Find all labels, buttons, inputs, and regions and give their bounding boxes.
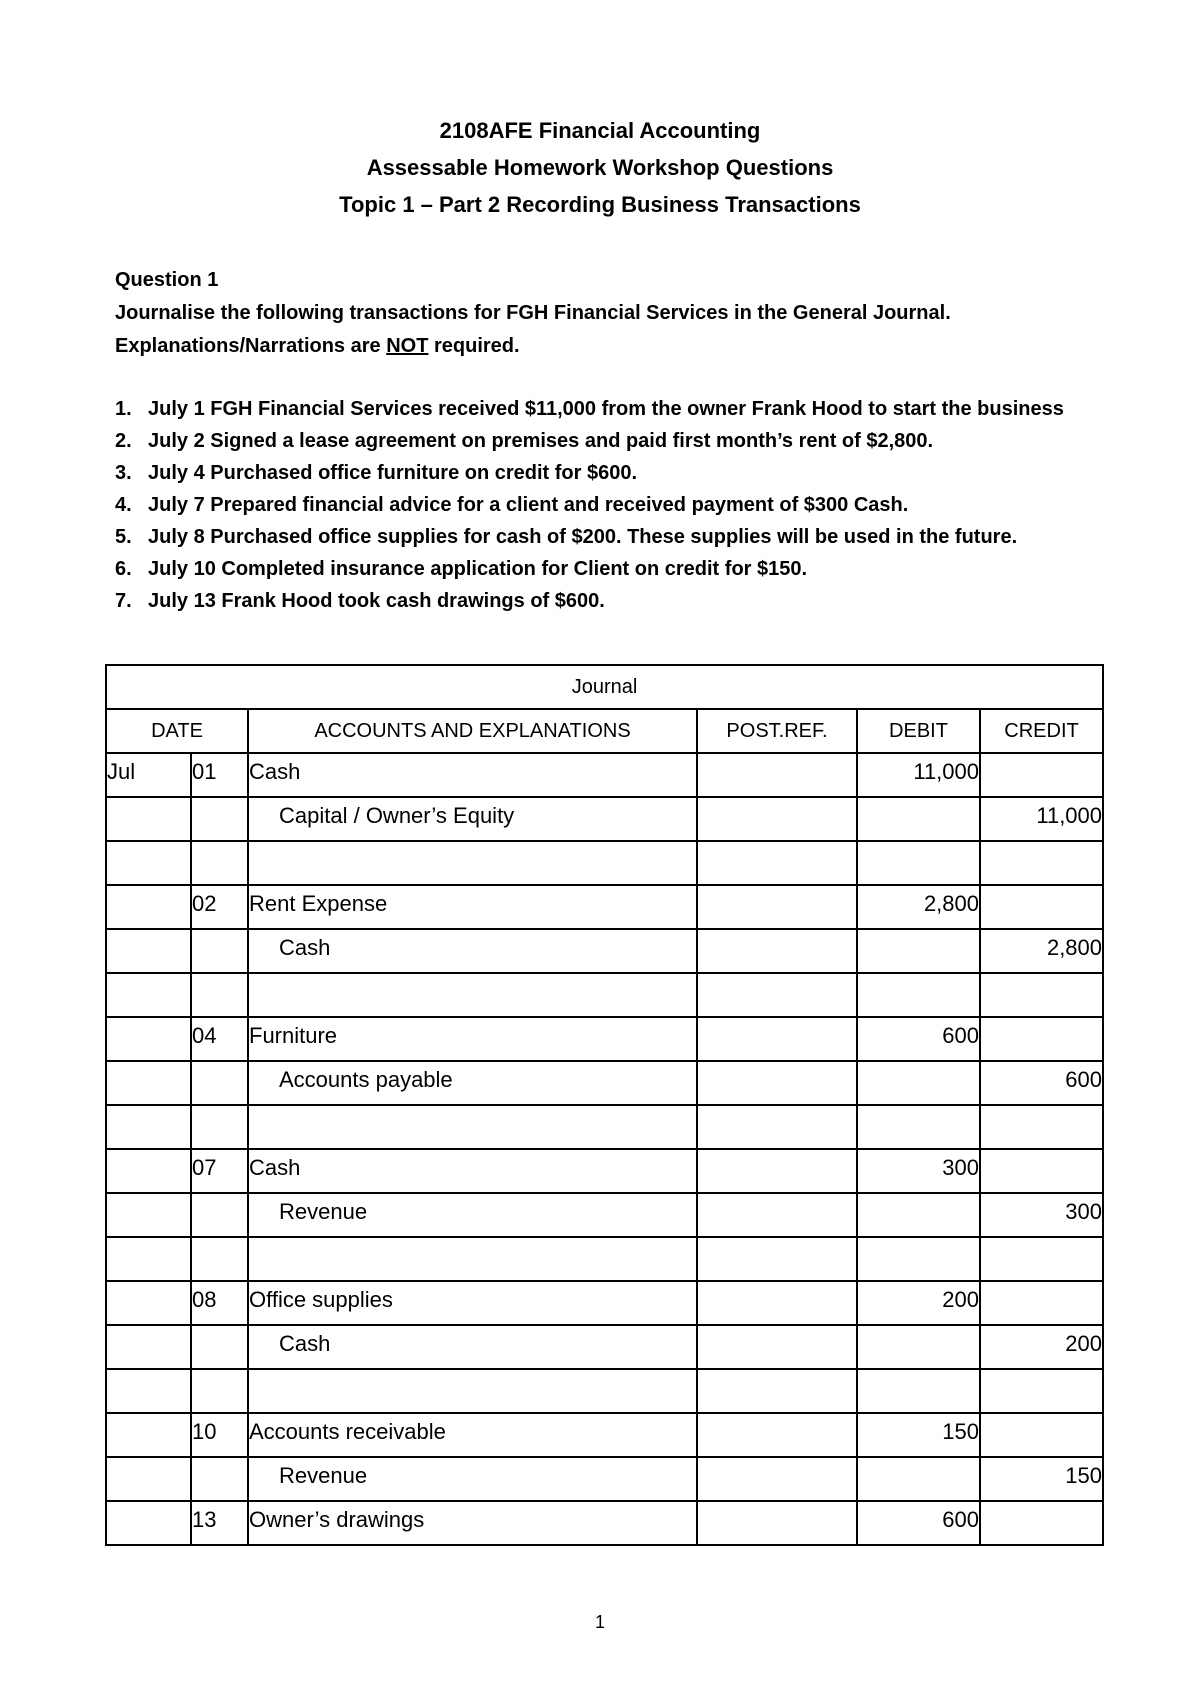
question-note — [115, 330, 1105, 363]
journal-month — [106, 1017, 191, 1061]
journal-account — [248, 973, 697, 1017]
journal-day — [191, 1061, 248, 1105]
journal-credit — [980, 1413, 1103, 1457]
transaction-number: 4. — [115, 494, 132, 516]
journal-day — [191, 973, 248, 1017]
question-instruction: Journalise the following transactions for FGH Financial Services in the General Journal. — [115, 302, 951, 324]
journal-day: 08 — [191, 1281, 248, 1325]
journal-postref — [697, 1457, 857, 1501]
journal-account: Capital / Owner’s Equity — [248, 797, 697, 841]
journal-debit — [857, 797, 980, 841]
journal-postref — [697, 1325, 857, 1369]
transaction-item — [115, 521, 1095, 553]
journal-month — [106, 1237, 191, 1281]
journal-day: 13 — [191, 1501, 248, 1545]
journal-day — [191, 841, 248, 885]
transaction-item — [115, 585, 1095, 617]
journal-credit: 150 — [980, 1457, 1103, 1501]
header-credit: CREDIT — [980, 709, 1103, 753]
journal-postref — [697, 1237, 857, 1281]
journal-postref — [697, 1017, 857, 1061]
document-header — [0, 112, 1200, 223]
journal-month: Jul — [106, 753, 191, 797]
document-subtitle: Assessable Homework Workshop Questions — [366, 155, 834, 180]
journal-account: Rent Expense — [248, 885, 697, 929]
journal-month — [106, 1281, 191, 1325]
journal-account: Revenue — [248, 1457, 697, 1501]
journal-postref — [697, 1149, 857, 1193]
transaction-item — [115, 553, 1095, 585]
journal-postref — [697, 973, 857, 1017]
journal-month — [106, 1061, 191, 1105]
journal-day — [191, 929, 248, 973]
transaction-text: July 1 FGH Financial Services received $11,000 from the owner Frank Hood to start the business — [148, 398, 1064, 420]
transaction-number: 1. — [115, 398, 132, 420]
header-postref: POST.REF. — [697, 709, 857, 753]
journal-row — [106, 797, 1103, 841]
journal-debit — [857, 1237, 980, 1281]
journal-credit — [980, 841, 1103, 885]
transaction-item — [115, 489, 1095, 521]
journal-debit — [857, 1457, 980, 1501]
note-post: required. — [428, 335, 520, 357]
journal-row — [106, 1281, 1103, 1325]
journal-day — [191, 1105, 248, 1149]
journal-month — [106, 1501, 191, 1545]
journal-credit: 200 — [980, 1325, 1103, 1369]
transaction-text: July 4 Purchased office furniture on credit for $600. — [148, 462, 638, 484]
journal-account — [248, 841, 697, 885]
journal-account: Cash — [248, 1325, 697, 1369]
transaction-text: July 10 Completed insurance application for Client on credit for $150. — [148, 558, 808, 580]
journal-month — [106, 929, 191, 973]
page-number: 1 — [594, 1612, 605, 1632]
journal-row — [106, 1501, 1103, 1545]
journal-credit: 11,000 — [980, 797, 1103, 841]
journal-account: Cash — [248, 929, 697, 973]
journal-account: Cash — [248, 1149, 697, 1193]
journal-account — [248, 1105, 697, 1149]
transaction-text: July 13 Frank Hood took cash drawings of $600. — [148, 590, 605, 612]
journal-month — [106, 841, 191, 885]
journal-credit: 300 — [980, 1193, 1103, 1237]
journal-credit: 2,800 — [980, 929, 1103, 973]
journal-postref — [697, 1105, 857, 1149]
journal-row — [106, 973, 1103, 1017]
header-accounts: ACCOUNTS AND EXPLANATIONS — [248, 709, 697, 753]
journal-month — [106, 1105, 191, 1149]
transaction-number: 7. — [115, 590, 132, 612]
transaction-item — [115, 393, 1095, 425]
journal-month — [106, 1413, 191, 1457]
journal-row — [106, 1413, 1103, 1457]
journal-credit — [980, 1149, 1103, 1193]
journal-debit: 150 — [857, 1413, 980, 1457]
journal-debit — [857, 973, 980, 1017]
journal-postref — [697, 885, 857, 929]
journal-account — [248, 1237, 697, 1281]
journal-credit — [980, 1281, 1103, 1325]
header-debit: DEBIT — [857, 709, 980, 753]
journal-day — [191, 1193, 248, 1237]
journal-table — [105, 664, 1104, 1546]
journal-row — [106, 1325, 1103, 1369]
journal-day — [191, 1325, 248, 1369]
journal-debit — [857, 1193, 980, 1237]
journal-debit — [857, 841, 980, 885]
transaction-item — [115, 457, 1095, 489]
journal-row — [106, 885, 1103, 929]
journal-row — [106, 1061, 1103, 1105]
journal-postref — [697, 1061, 857, 1105]
transaction-number: 3. — [115, 462, 132, 484]
journal-month — [106, 1193, 191, 1237]
journal-credit — [980, 1017, 1103, 1061]
journal-account: Accounts payable — [248, 1061, 697, 1105]
journal-postref — [697, 841, 857, 885]
journal-day — [191, 797, 248, 841]
journal-month — [106, 1325, 191, 1369]
transaction-number: 2. — [115, 430, 132, 452]
journal-postref — [697, 929, 857, 973]
journal-row — [106, 753, 1103, 797]
journal-debit: 2,800 — [857, 885, 980, 929]
journal-debit: 11,000 — [857, 753, 980, 797]
journal-postref — [697, 1413, 857, 1457]
journal-day: 10 — [191, 1413, 248, 1457]
journal-credit — [980, 753, 1103, 797]
topic-title: Topic 1 – Part 2 Recording Business Transactions — [339, 192, 861, 217]
journal-debit — [857, 929, 980, 973]
course-title: 2108AFE Financial Accounting — [439, 118, 761, 143]
journal-day: 02 — [191, 885, 248, 929]
journal-row — [106, 1105, 1103, 1149]
journal-credit — [980, 1237, 1103, 1281]
journal-postref — [697, 1369, 857, 1413]
journal-credit — [980, 885, 1103, 929]
journal-body — [106, 753, 1103, 1545]
journal-day — [191, 1369, 248, 1413]
journal-credit — [980, 1105, 1103, 1149]
journal-postref — [697, 1193, 857, 1237]
journal-postref — [697, 753, 857, 797]
journal-account: Cash — [248, 753, 697, 797]
journal-month — [106, 1149, 191, 1193]
journal-month — [106, 1369, 191, 1413]
journal-month — [106, 1457, 191, 1501]
question-heading: Question 1 — [115, 269, 219, 291]
journal-day: 01 — [191, 753, 248, 797]
note-pre: Explanations/Narrations are — [115, 335, 387, 357]
journal-debit: 600 — [857, 1017, 980, 1061]
journal-postref — [697, 1501, 857, 1545]
transaction-number: 5. — [115, 526, 132, 548]
journal-debit: 300 — [857, 1149, 980, 1193]
journal-month — [106, 797, 191, 841]
journal-debit — [857, 1105, 980, 1149]
journal-account: Revenue — [248, 1193, 697, 1237]
transaction-item — [115, 425, 1095, 457]
journal-row — [106, 1237, 1103, 1281]
journal-debit: 600 — [857, 1501, 980, 1545]
question-block — [115, 264, 1105, 363]
transaction-list — [115, 393, 1095, 617]
journal-row — [106, 1457, 1103, 1501]
journal-title: Journal — [106, 665, 1103, 709]
journal-row — [106, 1369, 1103, 1413]
journal-credit — [980, 973, 1103, 1017]
note-emphasis: NOT — [386, 335, 429, 357]
journal-debit — [857, 1369, 980, 1413]
journal-postref — [697, 1281, 857, 1325]
journal-day: 04 — [191, 1017, 248, 1061]
header-date: DATE — [106, 709, 248, 753]
journal-account: Office supplies — [248, 1281, 697, 1325]
journal-credit — [980, 1369, 1103, 1413]
journal-row — [106, 841, 1103, 885]
journal-debit — [857, 1061, 980, 1105]
journal-account: Furniture — [248, 1017, 697, 1061]
journal-row — [106, 1193, 1103, 1237]
journal-debit — [857, 1325, 980, 1369]
journal-month — [106, 885, 191, 929]
transaction-number: 6. — [115, 558, 132, 580]
journal-account: Accounts receivable — [248, 1413, 697, 1457]
journal-credit — [980, 1501, 1103, 1545]
journal-credit: 600 — [980, 1061, 1103, 1105]
journal-postref — [697, 797, 857, 841]
journal-row — [106, 1149, 1103, 1193]
journal-debit: 200 — [857, 1281, 980, 1325]
journal-row — [106, 1017, 1103, 1061]
journal-day — [191, 1237, 248, 1281]
journal-month — [106, 973, 191, 1017]
transaction-text: July 8 Purchased office supplies for cash of $200. These supplies will be used in the future. — [148, 526, 1018, 548]
transaction-text: July 7 Prepared financial advice for a client and received payment of $300 Cash. — [148, 494, 909, 516]
journal-day — [191, 1457, 248, 1501]
journal-row — [106, 929, 1103, 973]
journal-account: Owner’s drawings — [248, 1501, 697, 1545]
transaction-text: July 2 Signed a lease agreement on premises and paid first month’s rent of $2,800. — [148, 430, 934, 452]
journal-day: 07 — [191, 1149, 248, 1193]
journal-account — [248, 1369, 697, 1413]
